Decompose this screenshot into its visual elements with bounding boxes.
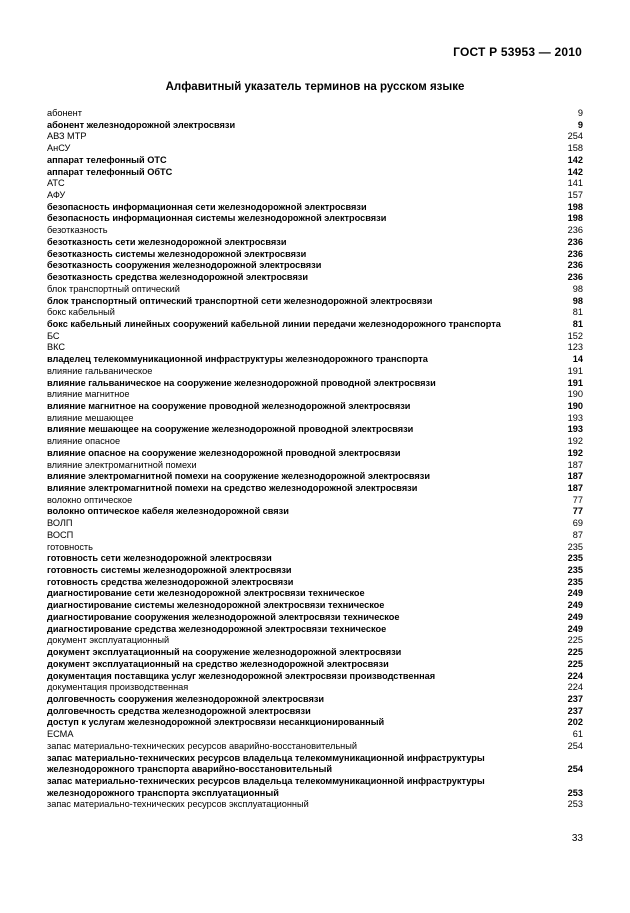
index-term: готовность средства железнодорожной электросвязи [47, 576, 294, 587]
index-term: БС [47, 330, 60, 341]
index-term: документация поставщика услуг железнодорожной электросвязи производственная [47, 670, 436, 681]
index-entry [47, 741, 583, 753]
index-term: владелец телекоммуникационной инфраструктуры железнодорожного транспорта [47, 354, 428, 365]
page-number: 33 [571, 833, 583, 844]
index-page-ref: 14 [572, 354, 583, 365]
index-page-ref: 225 [567, 635, 583, 646]
index-page-ref: 236 [567, 236, 583, 247]
index-term: документ эксплуатационный на сооружение железнодорожной электросвязи [47, 647, 402, 658]
index-page-ref: 192 [567, 447, 583, 458]
index-term: АнСУ [47, 143, 71, 154]
index-entry [47, 108, 583, 120]
index-page-ref: 98 [572, 295, 583, 306]
index-page-ref: 87 [572, 529, 583, 540]
index-page-ref: 236 [567, 248, 583, 259]
index-term: доступ к услугам железнодорожной электросвязи несанкционированный [47, 717, 385, 728]
index-term: готовность [47, 541, 93, 552]
index-term: аппарат телефонный ОбТС [47, 166, 173, 177]
index-term: влияние опасное [47, 436, 121, 447]
index-page-ref: 77 [572, 494, 583, 505]
index-entry [47, 530, 583, 542]
index-entry [47, 143, 583, 155]
index-entry [47, 319, 583, 331]
index-entry [47, 460, 583, 472]
index-title: Алфавитный указатель терминов на русском языке [165, 81, 465, 93]
index-entry [47, 178, 583, 190]
index-page-ref: 81 [572, 318, 583, 329]
index-entry [47, 483, 583, 495]
index-page-ref: 253 [567, 787, 583, 798]
index-entry [47, 284, 583, 296]
index-entry [47, 131, 583, 143]
index-term: безопасность информационная системы железнодорожной электросвязи [47, 213, 387, 224]
index-entry [47, 448, 583, 460]
index-page-ref: 225 [567, 658, 583, 669]
index-page-ref: 249 [567, 600, 583, 611]
index-term: аппарат телефонный ОТС [47, 154, 167, 165]
index-entry [47, 155, 583, 167]
index-page-ref: 9 [577, 119, 583, 130]
index-entry [47, 413, 583, 425]
index-term: влияние мешающее [47, 412, 134, 423]
index-page-ref: 191 [567, 365, 583, 376]
index-entry [47, 424, 583, 436]
index-term: безопасность информационная сети железнодорожной электросвязи [47, 201, 367, 212]
index-term: документация производственная [47, 682, 189, 693]
index-term: блок транспортный оптический транспортной сети железнодорожной электросвязи [47, 295, 433, 306]
index-entry [47, 600, 583, 612]
index-page-ref: 198 [567, 201, 583, 212]
index-term: безотказность системы железнодорожной электросвязи [47, 248, 307, 259]
index-page-ref: 235 [567, 541, 583, 552]
index-page-ref: 123 [567, 342, 583, 353]
index-page-ref: 9 [577, 108, 583, 118]
index-term: безотказность [47, 225, 108, 236]
index-entry [47, 659, 583, 671]
index-entry [47, 296, 583, 308]
index-entry [47, 167, 583, 179]
index-entry [47, 635, 583, 647]
index-page-ref: 190 [567, 389, 583, 400]
index-term: документ эксплуатационный [47, 635, 170, 646]
index-entry [47, 495, 583, 507]
index-page-ref: 193 [567, 424, 583, 435]
index-entry [47, 307, 583, 319]
index-term: влияние электромагнитной помехи на сооружение железнодорожной электросвязи [47, 471, 430, 482]
index-entry [47, 366, 583, 378]
index-page-ref: 236 [567, 272, 583, 283]
index-term: влияние гальваническое на сооружение железнодорожной проводной электросвязи [47, 377, 436, 388]
index-term: готовность сети железнодорожной электросвязи [47, 553, 272, 564]
index-page-ref: 249 [567, 588, 583, 599]
index-term: ВКС [47, 342, 66, 353]
index-term: ЕСМА [47, 729, 74, 740]
index-page-ref: 69 [572, 518, 583, 529]
index-term: абонент [47, 108, 82, 118]
index-page-ref: 192 [567, 436, 583, 447]
index-page-ref: 141 [567, 178, 583, 189]
index-entry [47, 237, 583, 249]
index-entry [47, 624, 583, 636]
index-term: запас материально-технических ресурсов владельца телекоммуникационной инфраструктуры железнодорожного транспорта аварийно-восстановительный [47, 752, 485, 775]
index-page-ref: 236 [567, 260, 583, 271]
index-entry [47, 612, 583, 624]
index-term: документ эксплуатационный на средство железнодорожной электросвязи [47, 658, 389, 669]
index-page-ref: 158 [567, 143, 583, 154]
index-page-ref: 142 [567, 166, 583, 177]
index-entry [47, 706, 583, 718]
index-term: волокно оптическое [47, 494, 133, 505]
index-term: запас материально-технических ресурсов владельца телекоммуникационной инфраструктуры железнодорожного транспорта эксплуатационный [47, 775, 485, 798]
index-entry [47, 717, 583, 729]
index-page-ref: 77 [572, 506, 583, 517]
index-page-ref: 98 [572, 283, 583, 294]
index-page-ref: 235 [567, 553, 583, 564]
index-entry [47, 120, 583, 132]
index-page-ref: 253 [567, 799, 583, 810]
index-term: бокс кабельный [47, 307, 115, 318]
index-term: безотказность сооружения железнодорожной электросвязи [47, 260, 322, 271]
index-entry [47, 378, 583, 390]
index-page-ref: 237 [567, 693, 583, 704]
index-entry [47, 694, 583, 706]
index-term: диагностирование сети железнодорожной электросвязи техническое [47, 588, 365, 599]
index-term: блок транспортный оптический [47, 283, 180, 294]
index-entry [47, 588, 583, 600]
document-header: ГОСТ Р 53953 — 2010 [453, 45, 582, 59]
index-term: диагностирование системы железнодорожной электросвязи техническое [47, 600, 385, 611]
index-term: ВОЛП [47, 518, 73, 529]
index-entry [47, 506, 583, 518]
index-term: диагностирование сооружения железнодорожной электросвязи техническое [47, 611, 400, 622]
index-entry [47, 272, 583, 284]
index-term: влияние магнитное на сооружение проводной железнодорожной электросвязи [47, 400, 411, 411]
index-page-ref: 202 [567, 717, 583, 728]
index-entry [47, 542, 583, 554]
index-term: готовность системы железнодорожной электросвязи [47, 565, 292, 576]
index-entry [47, 213, 583, 225]
index-term: долговечность средства железнодорожной электросвязи [47, 705, 311, 716]
index-term: влияние электромагнитной помехи на средство железнодорожной электросвязи [47, 483, 418, 493]
index-entry [47, 354, 583, 366]
index-term: бокс кабельный линейных сооружений кабельной линии передачи железнодорожного транспорта [47, 318, 501, 329]
index-page-ref: 190 [567, 400, 583, 411]
index-page-ref: 237 [567, 705, 583, 716]
index-term: абонент железнодорожной электросвязи [47, 119, 236, 130]
index-entry [47, 190, 583, 202]
index-entry [47, 249, 583, 261]
index-page-ref: 198 [567, 213, 583, 224]
index-page-ref: 236 [567, 225, 583, 236]
index-term: влияние мешающее на сооружение железнодорожной проводной электросвязи [47, 424, 414, 435]
index-page-ref: 249 [567, 623, 583, 634]
index-entry [47, 202, 583, 214]
index-page-ref: 81 [572, 307, 583, 318]
index-term: безотказность сети железнодорожной электросвязи [47, 236, 287, 247]
index-page-ref: 249 [567, 611, 583, 622]
index-term: влияние магнитное [47, 389, 130, 400]
index-page-ref: 235 [567, 565, 583, 576]
index-page-ref: 254 [567, 740, 583, 751]
index-page-ref: 187 [567, 483, 583, 493]
index-entry [47, 518, 583, 530]
index-term: влияние гальваническое [47, 365, 153, 376]
index-term: влияние опасное на сооружение железнодорожной проводной электросвязи [47, 447, 401, 458]
index-page-ref: 254 [567, 131, 583, 142]
index-entry [47, 331, 583, 343]
index-page-ref: 225 [567, 647, 583, 658]
index-entry [47, 342, 583, 354]
index-entry [47, 753, 583, 776]
index-term: влияние электромагнитной помехи [47, 459, 197, 470]
index-entry [47, 260, 583, 272]
index-page-ref: 193 [567, 412, 583, 423]
index-page-ref: 152 [567, 330, 583, 341]
index-term: АВЗ МТР [47, 131, 87, 142]
index-entry [47, 671, 583, 683]
index-entry [47, 389, 583, 401]
index-entry [47, 225, 583, 237]
index-entry [47, 729, 583, 741]
index-page-ref: 157 [567, 190, 583, 201]
index-page-ref: 224 [567, 682, 583, 693]
index-entry [47, 436, 583, 448]
index-page-ref: 235 [567, 576, 583, 587]
index-entry [47, 647, 583, 659]
index-entry [47, 577, 583, 589]
index-entry [47, 682, 583, 694]
index-entry [47, 471, 583, 483]
index-page-ref: 187 [567, 459, 583, 470]
index-page-ref: 254 [567, 764, 583, 775]
index-page-ref: 142 [567, 154, 583, 165]
index-term: запас материально-технических ресурсов аварийно-восстановительный [47, 740, 357, 751]
index-term: запас материально-технических ресурсов эксплуатационный [47, 799, 309, 810]
index-entry [47, 799, 583, 811]
index-entry [47, 565, 583, 577]
index-page-ref: 61 [572, 729, 583, 740]
index-term: долговечность сооружения железнодорожной электросвязи [47, 693, 325, 704]
index-term: диагностирование средства железнодорожной электросвязи техническое [47, 623, 387, 634]
index-entry [47, 776, 583, 799]
term-index [47, 108, 583, 811]
index-term: ВОСП [47, 529, 74, 540]
index-term: АФУ [47, 190, 66, 201]
index-term: безотказность средства железнодорожной электросвязи [47, 272, 309, 283]
index-page-ref: 224 [567, 670, 583, 681]
index-page-ref: 191 [567, 377, 583, 388]
index-entry [47, 401, 583, 413]
index-entry [47, 553, 583, 565]
index-page-ref: 187 [567, 471, 583, 482]
index-term: АТС [47, 178, 65, 189]
index-term: волокно оптическое кабеля железнодорожной связи [47, 506, 289, 517]
